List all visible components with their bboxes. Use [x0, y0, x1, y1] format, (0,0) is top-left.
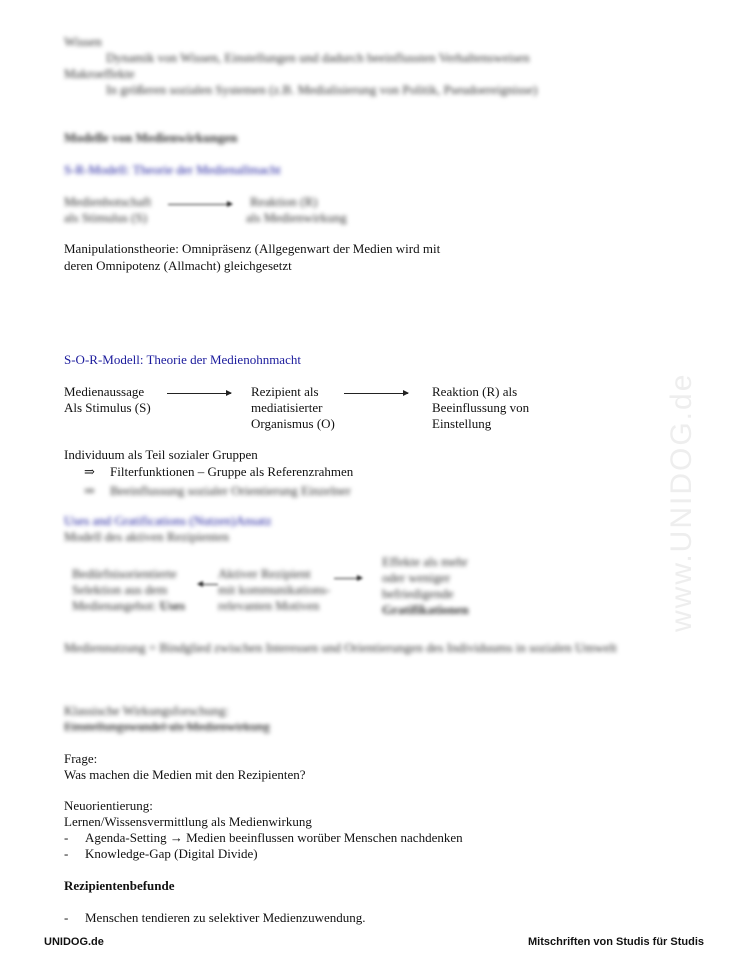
arrow — [167, 393, 231, 394]
sor-organism: mediatisierter — [251, 400, 323, 415]
klassische-heading: Klassische Wirkungsforschung: — [64, 703, 229, 718]
footer-tagline: Mitschriften von Studis für Studis — [527, 936, 704, 948]
frage-label: Frage: — [64, 751, 98, 766]
sor-reaction: Reaktion (R) als — [432, 384, 518, 399]
frage-text: Was machen die Medien mit den Rezipienten? — [64, 767, 306, 782]
implies-icon: ⇒ — [84, 483, 95, 498]
list-item: Agenda-Setting → Medien beeinflussen worüber Menschen nachdenken — [85, 830, 463, 845]
rezipienten-heading: Rezipientenbefunde — [64, 878, 175, 893]
implies-icon: ⇒ — [84, 464, 95, 479]
list-item: Knowledge-Gap (Digital Divide) — [85, 846, 258, 861]
arrow — [168, 204, 232, 205]
arrow — [334, 578, 362, 579]
footer-brand: UNIDOG.de — [44, 936, 104, 948]
sr-heading: S-R-Modell: Theorie der Medienallmacht — [64, 162, 281, 177]
watermark: www.UNIDOG.de — [665, 372, 698, 632]
sor-organism: Rezipient als — [251, 384, 319, 399]
uses-box-c: Effekte als mehr — [382, 554, 468, 569]
blurred-line: Dynamik von Wissen, Einstellungen und dadurch beeinflussten Verhaltensweisen — [106, 50, 530, 65]
uses-box-b: Aktiver Rezipient — [218, 566, 311, 581]
blurred-line: Makroeffekte — [64, 66, 135, 81]
blurred-line: In größeren sozialen Systemen (z.B. Medialisierung von Politik, Pseudoereignisse) — [106, 82, 538, 97]
sor-reaction: Beeinflussung von — [432, 400, 530, 415]
arrow — [344, 393, 408, 394]
uses-nutzung: Mediennutzung = Bindglied zwischen Interessen und Orientierungen des Individuums in sozialen Umwelt — [64, 640, 617, 655]
bullet-text: Filterfunktionen – Gruppe als Referenzrahmen — [110, 464, 354, 479]
bullet-text: Beeinflussung sozialer Orientierung Einzelner — [110, 483, 351, 498]
uses-box-a: Bedürfnisorientierte — [72, 566, 177, 581]
uses-box-b: mit kommunikations- — [218, 582, 331, 597]
sr-left: Medienbotschaft — [64, 194, 152, 209]
list-dash: - — [64, 846, 69, 861]
manipulation-text: Manipulationstheorie: Omnipräsenz (Allgegenwart der Medien wird mit — [64, 241, 441, 256]
uses-box-c: Gratifikationen — [382, 602, 469, 617]
list-dash: - — [64, 830, 69, 845]
sor-stimulus: Als Stimulus (S) — [64, 400, 151, 415]
individuum-text: Individuum als Teil sozialer Gruppen — [64, 447, 258, 462]
uses-box-b: relevanten Motiven — [218, 598, 320, 613]
sor-heading: S-O-R-Modell: Theorie der Medienohnmacht — [64, 352, 301, 367]
uses-sub: Modell des aktiven Rezipienten — [64, 529, 229, 544]
manipulation-text: deren Omnipotenz (Allmacht) gleichgesetzt — [64, 258, 292, 273]
arrow — [198, 584, 218, 585]
sor-organism: Organismus (O) — [251, 416, 335, 431]
sor-reaction: Einstellung — [432, 416, 492, 431]
uses-box-c: oder weniger — [382, 570, 451, 585]
uses-heading: Uses and Gratifications (Nutzen)Ansatz — [64, 513, 272, 528]
neu-label: Neuorientierung: — [64, 798, 153, 813]
uses-box-a: Selektion aus dem — [72, 582, 168, 597]
uses-box-a: Medienangebot: Uses — [72, 598, 186, 613]
klassische-sub: Einstellungswandel als Medienwirkung — [64, 719, 270, 734]
sor-stimulus: Medienaussage — [64, 384, 145, 399]
sr-left: als Stimulus (S) — [64, 210, 148, 225]
section-heading: Modelle von Medienwirkungen — [64, 130, 238, 145]
uses-box-c: befriedigende — [382, 586, 454, 601]
neu-text: Lernen/Wissensvermittlung als Medienwirkung — [64, 814, 312, 829]
sr-right: Reaktion (R) — [250, 194, 318, 209]
list-dash: - — [64, 910, 69, 925]
sr-right: als Medienwirkung — [246, 210, 347, 225]
list-item: Menschen tendieren zu selektiver Medienzuwendung. — [85, 910, 366, 925]
blurred-line: Wissen — [64, 34, 102, 49]
